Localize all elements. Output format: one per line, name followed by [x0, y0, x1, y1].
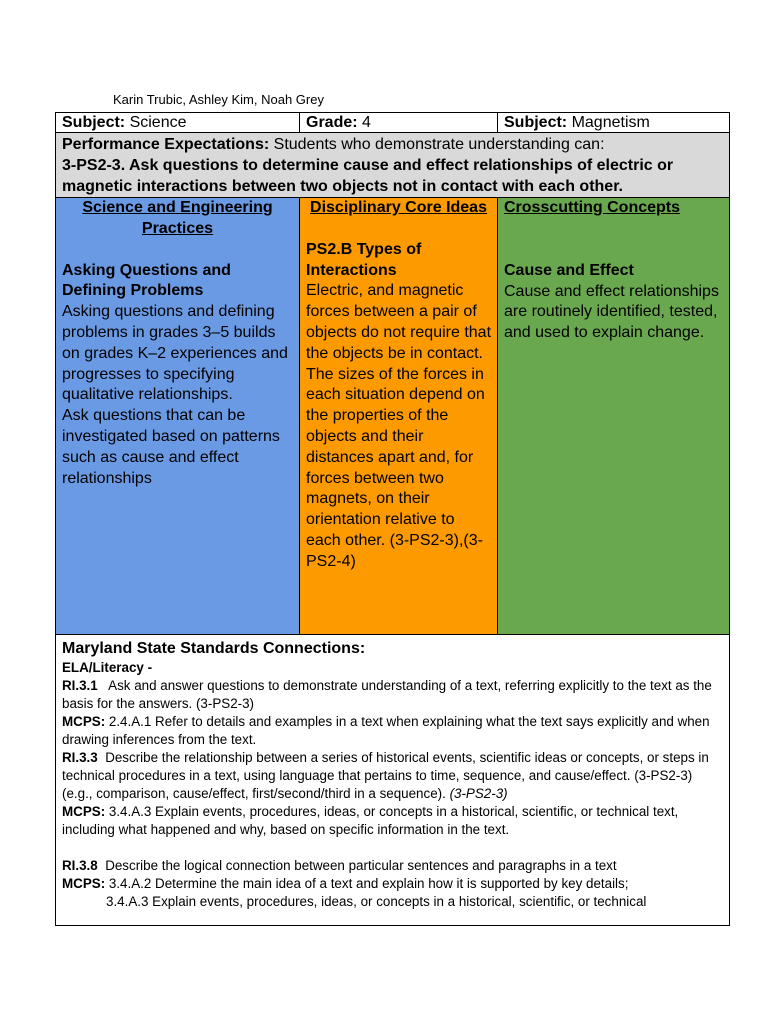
ri38-code: RI.3.8: [62, 858, 98, 873]
subject-label: Subject:: [62, 114, 126, 131]
ri33-code: RI.3.3: [62, 750, 98, 765]
topic-label: Subject:: [504, 114, 568, 131]
ela-label: ELA/Literacy -: [62, 660, 153, 675]
core-ideas-title: Disciplinary Core Ideas: [310, 199, 487, 216]
crosscutting-cell: [498, 198, 730, 635]
mcps2-label: MCPS:: [62, 804, 106, 819]
topic-cell: [498, 113, 730, 133]
lesson-plan-table: [55, 112, 730, 926]
core-ideas-heading: PS2.B Types of Interactions: [306, 240, 422, 279]
ri33-tag: (3-PS2-3): [449, 786, 508, 801]
core-ideas-cell: [300, 198, 498, 635]
mcps1-entry: [62, 713, 723, 749]
practices-body-1: Asking questions and defining problems in grades 3–5 builds on grades K–2 experiences and progresses to specifying qualitative relationships.: [62, 303, 288, 404]
standards-row: [56, 635, 730, 926]
crosscutting-title: Crosscutting Concepts: [504, 199, 681, 216]
crosscutting-body: Cause and effect relationships are routinely identified, tested, and used to explain change.: [504, 282, 719, 342]
standards-cell: [56, 635, 730, 926]
ri38-text: Describe the logical connection between particular sentences and paragraphs in a text: [105, 858, 617, 873]
subject-cell: [56, 113, 300, 133]
performance-label: Performance Expectations:: [62, 136, 270, 153]
performance-cell: [56, 133, 730, 198]
authors-line: Karin Trubic, Ashley Kim, Noah Grey: [113, 92, 324, 107]
mcps2-entry: [62, 803, 723, 839]
mcps3-entry: [62, 875, 723, 893]
header-row: [56, 113, 730, 133]
ri33-entry: [62, 749, 723, 803]
practices-cell: [56, 198, 300, 635]
mcps1-label: MCPS:: [62, 714, 106, 729]
mcps3-continuation: 3.4.A.3 Explain events, procedures, ideas, or concepts in a historical, scientific, or technical: [106, 894, 647, 909]
standards-title: Maryland State Standards Connections:: [62, 640, 366, 657]
ri31-code: RI.3.1: [62, 678, 98, 693]
practices-body-2: Ask questions that can be investigated based on patterns such as cause and effect relationships: [62, 407, 280, 487]
mcps2-text: 3.4.A.3 Explain events, procedures, ideas, or concepts in a historical, scientific, or technical text, including what happened and why, based on specific information in the text.: [62, 804, 679, 837]
performance-intro: Students who demonstrate understanding can:: [273, 136, 605, 153]
mcps3-text: 3.4.A.2 Determine the main idea of a text and explain how it is supported by key details;: [108, 876, 629, 891]
grade-label: Grade:: [306, 114, 358, 131]
practices-title: Science and Engineering Practices: [82, 199, 273, 237]
practices-heading: Asking Questions and Defining Problems: [62, 261, 231, 300]
performance-row: [56, 133, 730, 198]
ri31-text: Ask and answer questions to demonstrate understanding of a text, referring explicitly to the text as the basis for the answers. (3-PS2-3): [62, 678, 712, 711]
three-dimensions-row: [56, 198, 730, 635]
topic-value: Magnetism: [571, 114, 650, 131]
performance-standard: 3-PS2-3. Ask questions to determine cause and effect relationships of electric or magnetic interactions between two objects not in contact with each other.: [62, 157, 674, 195]
ri33-text: Describe the relationship between a series of historical events, scientific ideas or concepts, or steps in technical procedures in a text, using language that pertains to time, sequence, and cause/effect. (3-PS2-3) (e.g., comparison, cause/effect, first/second/third in a sequence).: [62, 750, 709, 801]
mcps1-text: 2.4.A.1 Refer to details and examples in a text when explaining what the text says explicitly and when drawing inferences from the text.: [62, 714, 710, 747]
ri38-entry: [62, 857, 723, 875]
subject-value: Science: [129, 114, 187, 131]
ri31-entry: [62, 677, 723, 713]
grade-cell: [300, 113, 498, 133]
crosscutting-heading: Cause and Effect: [504, 261, 634, 279]
core-ideas-body: Electric, and magnetic forces between a pair of objects do not require that the objects be in contact. The sizes of the forces in each situation depend on the properties of the objects and their distances apart and, for forces between two magnets, on their orientation relative to each other. (3-PS2-3),(3-PS2-4): [306, 282, 492, 570]
grade-value: 4: [362, 114, 371, 131]
mcps3-label: MCPS:: [62, 876, 106, 891]
